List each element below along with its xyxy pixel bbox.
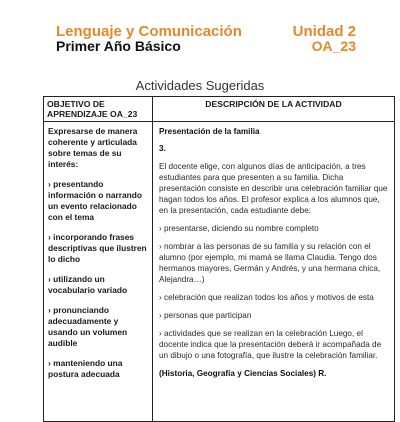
activity-paragraph: El docente elige, con algunos días de anticipación, a tres estudiantes para que presenten a su familia. Dicha presentación consiste en describir una celebración familiar que hagan todos los años. El profesor explica a los alumnos que, en la presentación, cada estudiante debe: [159, 162, 388, 215]
objective-cell [44, 122, 153, 422]
activity-title: Presentación de la familia [159, 127, 260, 136]
activity-number: 3. [159, 144, 166, 153]
unit-label: Unidad 2 [292, 23, 356, 40]
activity-paragraph: › personas que participan [159, 311, 252, 320]
objective-paragraph: › utilizando un vocabulario variado [48, 274, 128, 295]
grade-label: Primer Año Básico [56, 38, 181, 54]
section-title: Actividades Sugeridas [135, 78, 265, 93]
table-header-row [44, 97, 395, 122]
activity-paragraph: › presentarse, diciendo su nombre completo [159, 224, 319, 233]
objective-paragraph: › presentando información o narrando un evento relacionado con el tema [48, 179, 142, 222]
activity-paragraph: › celebración que realizan todos los años y motivos de esta [159, 293, 374, 302]
activity-paragraph: › actividades que se realizan en la celebración Luego, el docente indica que la presentación deberá ir acompañada de un dibujo o una fotografía, que ilustre la celebración familiar. [159, 329, 382, 360]
activities-table [43, 96, 395, 422]
header-row-bottom [56, 39, 356, 54]
activity-footer: (Historia, Geografía y Ciencias Sociales) R. [159, 369, 327, 378]
oa-label: OA_23 [311, 38, 356, 54]
description-cell [153, 122, 395, 422]
objective-paragraph: › incorporando frases descriptivas que ilustren lo dicho [48, 232, 147, 264]
objective-paragraph: Expresarse de manera coherente y articulada sobre temas de su interés: [48, 126, 138, 169]
header-row-top [56, 24, 356, 39]
column-header-objective: OBJETIVO DE APRENDIZAJE OA_23 [44, 97, 153, 122]
objective-paragraph: › pronunciando adecuadamente y usando un volumen audible [48, 305, 128, 348]
table-row [44, 122, 395, 422]
activity-paragraph: › nombrar a las personas de su familia y su relación con el alumno (por ejemplo, mi mamá se llama Claudia. Tengo dos hermanos mayores, Germán y Andrés, y una hermana chica, Alejandra…) [159, 242, 381, 284]
objective-paragraph: › manteniendo una postura adecuada [48, 358, 123, 379]
column-header-description: DESCRIPCIÓN DE LA ACTIVIDAD [153, 97, 395, 122]
page-header [56, 24, 356, 54]
subject-title: Lenguaje y Comunicación [56, 23, 242, 40]
